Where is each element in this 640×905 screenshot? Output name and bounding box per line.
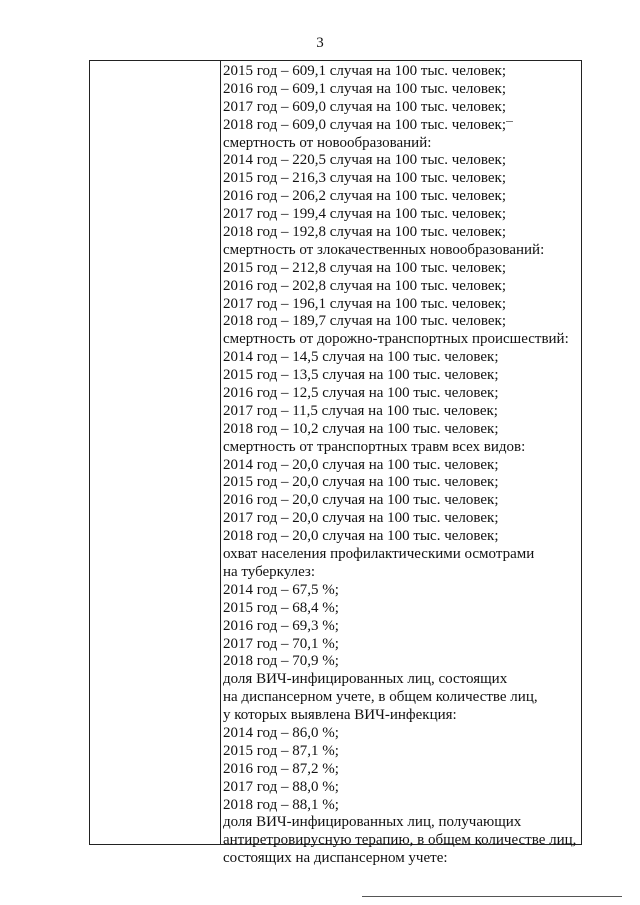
text-line: 2017 год – 11,5 случая на 100 тыс. человек; bbox=[223, 402, 498, 419]
section-heading: смертность от транспортных травм всех видов: bbox=[223, 438, 526, 455]
section-heading: антиретровирусную терапию, в общем количестве лиц, bbox=[223, 832, 577, 849]
text-line: 2017 год – 199,4 случая на 100 тыс. человек; bbox=[223, 206, 506, 223]
text-line: 2015 год – 87,1 %; bbox=[223, 742, 339, 759]
text-line: 2016 год – 69,3 %; bbox=[223, 617, 339, 634]
scan-tick-mark bbox=[506, 121, 513, 122]
text-line: 2018 год – 20,0 случая на 100 тыс. человек; bbox=[223, 528, 499, 545]
text-line: 2016 год – 206,2 случая на 100 тыс. человек; bbox=[223, 188, 506, 205]
text-line: 2017 год – 609,0 случая на 100 тыс. человек; bbox=[223, 98, 506, 115]
text-line: 2015 год – 13,5 случая на 100 тыс. человек; bbox=[223, 367, 499, 384]
text-line: 2014 год – 86,0 %; bbox=[223, 724, 339, 741]
indicators-cell bbox=[221, 63, 581, 868]
text-line: 2018 год – 189,7 случая на 100 тыс. человек; bbox=[223, 313, 506, 330]
text-line: 2015 год – 609,1 случая на 100 тыс. человек; bbox=[223, 63, 506, 79]
text-line: 2015 год – 20,0 случая на 100 тыс. человек; bbox=[223, 474, 499, 491]
text-line: 2018 год – 70,9 %; bbox=[223, 653, 339, 670]
scan-bottom-stroke bbox=[362, 896, 622, 897]
section-heading: смертность от новообразований: bbox=[223, 134, 432, 151]
text-line: 2016 год – 202,8 случая на 100 тыс. человек; bbox=[223, 277, 506, 294]
text-line: 2016 год – 87,2 %; bbox=[223, 760, 339, 777]
section-heading: смертность от дорожно-транспортных происшествий: bbox=[223, 331, 569, 348]
page-number: 3 bbox=[316, 35, 324, 51]
section-heading: доля ВИЧ-инфицированных лиц, состоящих bbox=[223, 671, 508, 688]
text-line: 2015 год – 68,4 %; bbox=[223, 599, 339, 616]
section-heading: на диспансерном учете, в общем количестве лиц, bbox=[223, 689, 538, 706]
text-line: 2015 год – 212,8 случая на 100 тыс. человек; bbox=[223, 259, 506, 276]
text-line: 2018 год – 88,1 %; bbox=[223, 796, 339, 813]
text-line: 2014 год – 20,0 случая на 100 тыс. человек; bbox=[223, 456, 499, 473]
text-line: 2016 год – 12,5 случая на 100 тыс. человек; bbox=[223, 385, 499, 402]
section-heading: доля ВИЧ-инфицированных лиц, получающих bbox=[223, 814, 522, 831]
text-line: 2016 год – 20,0 случая на 100 тыс. человек; bbox=[223, 492, 499, 509]
text-line: 2018 год – 609,0 случая на 100 тыс. человек; bbox=[223, 116, 506, 133]
text-line: 2018 год – 192,8 случая на 100 тыс. человек; bbox=[223, 224, 506, 241]
text-line: 2017 год – 70,1 %; bbox=[223, 635, 339, 652]
text-line: 2014 год – 67,5 %; bbox=[223, 581, 339, 598]
text-line: 2017 год – 88,0 %; bbox=[223, 778, 339, 795]
document-table bbox=[89, 60, 582, 867]
text-line: 2014 год – 220,5 случая на 100 тыс. человек; bbox=[223, 152, 506, 169]
text-line: 2018 год – 10,2 случая на 100 тыс. человек; bbox=[223, 420, 499, 437]
text-line: 2014 год – 14,5 случая на 100 тыс. человек; bbox=[223, 349, 499, 366]
text-line: 2015 год – 216,3 случая на 100 тыс. человек; bbox=[223, 170, 506, 187]
section-heading: у которых выявлена ВИЧ-инфекция: bbox=[223, 707, 457, 724]
section-heading: состоящих на диспансерном учете: bbox=[223, 850, 448, 867]
text-line: 2017 год – 196,1 случая на 100 тыс. человек; bbox=[223, 295, 506, 312]
text-line: 2017 год – 20,0 случая на 100 тыс. человек; bbox=[223, 510, 499, 527]
section-heading: смертность от злокачественных новообразований: bbox=[223, 241, 545, 258]
text-line: 2016 год – 609,1 случая на 100 тыс. человек; bbox=[223, 80, 506, 97]
section-heading: на туберкулез: bbox=[223, 563, 316, 580]
section-heading: охват населения профилактическими осмотрами bbox=[223, 546, 535, 563]
